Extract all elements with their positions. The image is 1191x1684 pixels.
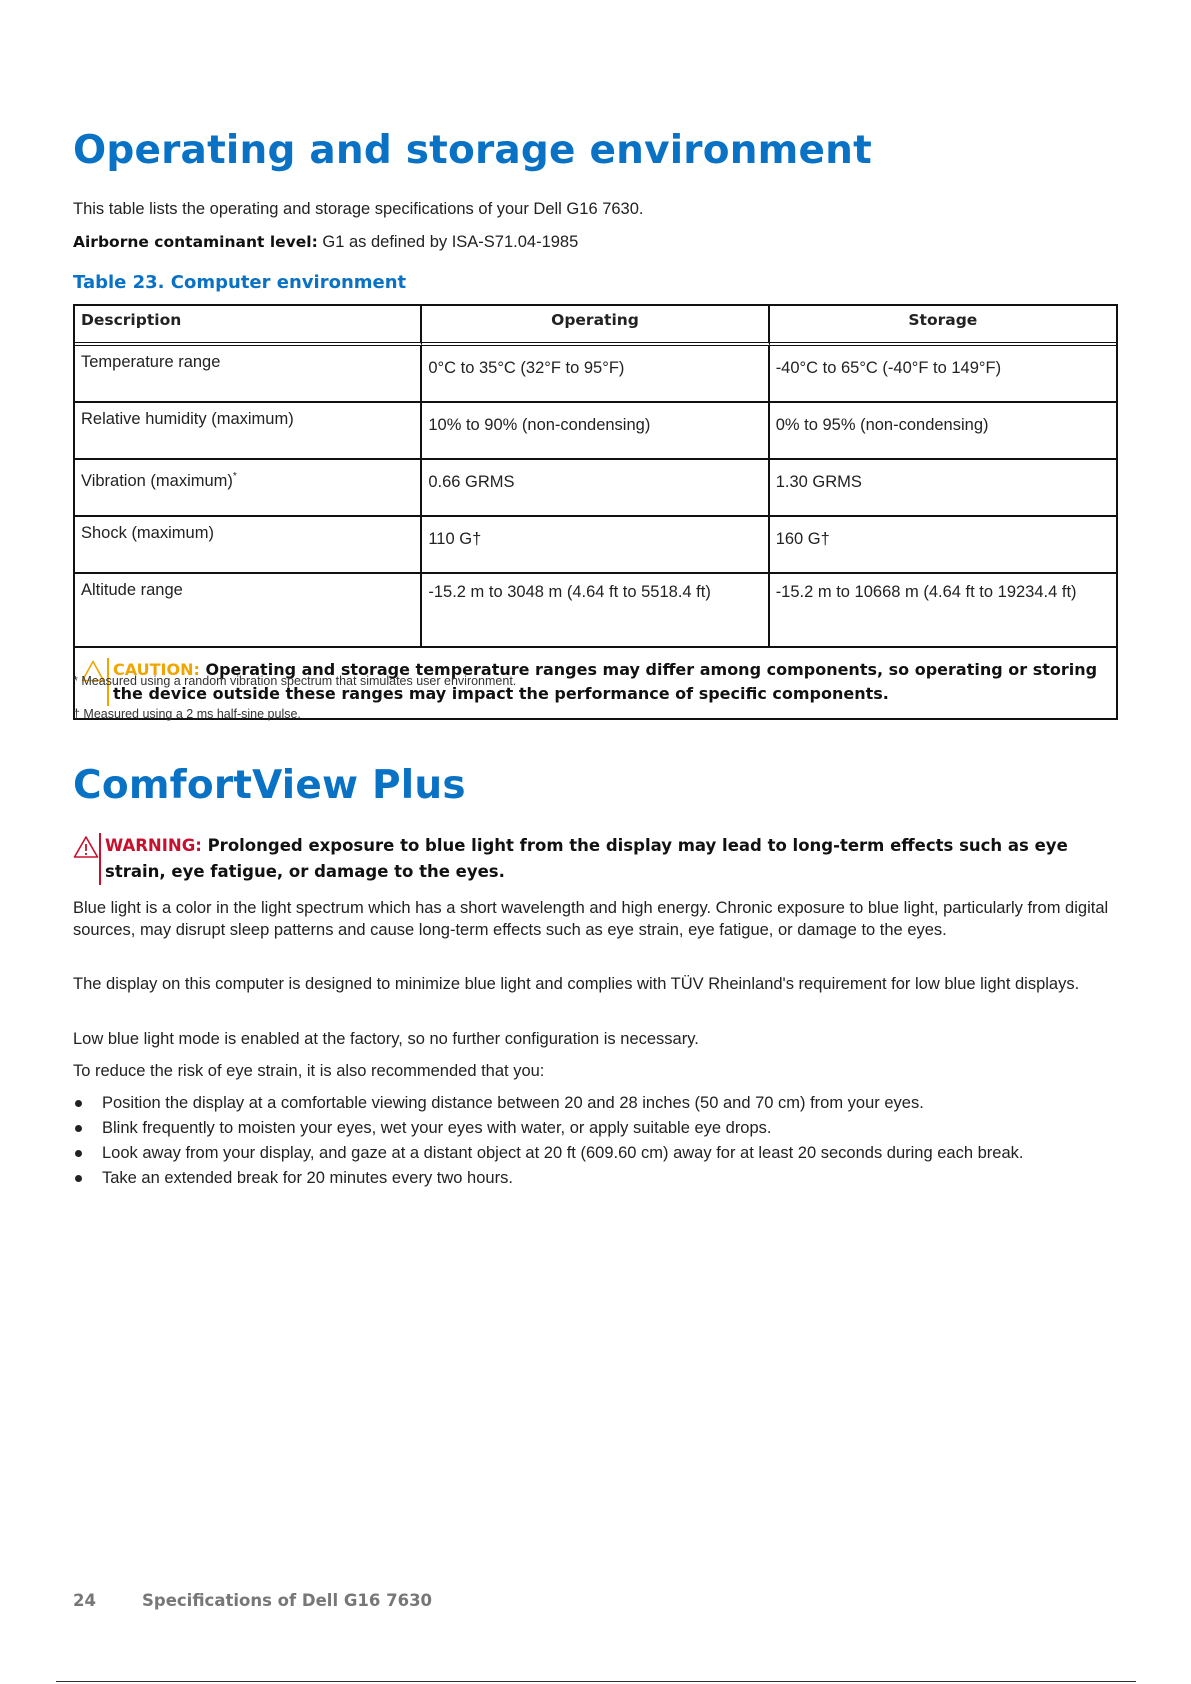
table-row — [75, 517, 1116, 574]
footnote-vibration: * Measured using a random vibration spectrum that simulates user environment. — [73, 674, 517, 688]
recommendations-intro: To reduce the risk of eye strain, it is also recommended that you: — [73, 1062, 545, 1080]
airborne-label: Airborne contaminant level: — [73, 233, 318, 251]
header-storage: Storage — [770, 306, 1116, 346]
row-storage: 1.30 GRMS — [770, 460, 1116, 517]
row-description-cell — [75, 460, 422, 517]
footnote-mark-asterisk: * — [232, 471, 237, 482]
airborne-contaminant-line — [73, 231, 578, 253]
bullet-icon — [75, 1150, 82, 1157]
airborne-value: G1 as defined by ISA-S71.04-1985 — [317, 233, 579, 251]
table-row — [75, 460, 1116, 517]
section-title-comfortview: ComfortView Plus — [73, 763, 466, 808]
table-row — [75, 403, 1116, 460]
row-storage: 160 G† — [770, 517, 1116, 574]
row-description: Vibration (maximum) — [81, 472, 233, 490]
footnote-shock: † Measured using a 2 ms half-sine pulse. — [73, 707, 301, 721]
intro-paragraph: This table lists the operating and storage specifications of your Dell G16 7630. — [73, 200, 644, 218]
list-item — [73, 1117, 1118, 1139]
list-item-text: Position the display at a comfortable viewing distance between 20 and 28 inches (50 and 70 cm) from your eyes. — [102, 1094, 924, 1112]
warning-triangle-icon — [73, 833, 99, 885]
row-storage: -15.2 m to 10668 m (4.64 ft to 19234.4 ft) — [770, 574, 1116, 648]
row-operating: -15.2 m to 3048 m (4.64 ft to 5518.4 ft) — [422, 574, 769, 648]
section-title-environment: Operating and storage environment — [73, 128, 872, 173]
recommendation-list — [73, 1092, 1118, 1192]
row-operating: 0°C to 35°C (32°F to 95°F) — [422, 346, 769, 403]
list-item — [73, 1167, 1118, 1189]
header-description: Description — [75, 306, 422, 346]
list-item-text: Look away from your display, and gaze at a distant object at 20 ft (609.60 cm) away for at least 20 seconds during each break. — [102, 1144, 1024, 1162]
warning-label: WARNING: — [105, 836, 202, 855]
display-compliance-paragraph: The display on this computer is designed to minimize blue light and complies with TÜV Rheinland's requirement for low blue light displays. — [73, 975, 1080, 993]
warning-text-block — [105, 833, 1118, 885]
row-description: Relative humidity (maximum) — [75, 403, 422, 460]
row-operating: 110 G† — [422, 517, 769, 574]
list-item-text: Take an extended break for 20 minutes every two hours. — [102, 1169, 513, 1187]
table-header-row — [75, 306, 1116, 346]
warning-notice — [73, 833, 1118, 885]
blue-light-paragraph: Blue light is a color in the light spectrum which has a short wavelength and high energy. Chronic exposure to blue light, particularly from digital sources, may disrupt sleep patterns and cause long-term effects such as eye strain, eye fatigue, or damage to the eyes. — [73, 899, 1109, 939]
table-caption: Table 23. Computer environment — [73, 272, 407, 293]
list-item — [73, 1142, 1118, 1164]
row-storage: 0% to 95% (non-condensing) — [770, 403, 1116, 460]
caution-text: Operating and storage temperature ranges may differ among components, so operating or storing the device outside these ranges may impact the performance of specific components. — [113, 660, 1098, 703]
warning-text: Prolonged exposure to blue light from the display may lead to long-term effects such as eye strain, eye fatigue, or damage to the eyes. — [105, 836, 1068, 881]
bullet-icon — [75, 1175, 82, 1182]
row-storage: -40°C to 65°C (-40°F to 149°F) — [770, 346, 1116, 403]
low-blue-light-paragraph: Low blue light mode is enabled at the factory, so no further configuration is necessary. — [73, 1030, 699, 1048]
footer-divider — [56, 1681, 1136, 1682]
bullet-icon — [75, 1100, 82, 1107]
table-row — [75, 346, 1116, 403]
list-item — [73, 1092, 1118, 1114]
warning-bar — [99, 833, 101, 885]
row-operating: 0.66 GRMS — [422, 460, 769, 517]
list-item-text: Blink frequently to moisten your eyes, wet your eyes with water, or apply suitable eye drops. — [102, 1119, 772, 1137]
table-row — [75, 574, 1116, 648]
footer-page-number: 24 — [73, 1591, 96, 1610]
header-operating: Operating — [422, 306, 769, 346]
row-description: Altitude range — [75, 574, 422, 648]
computer-environment-table — [73, 304, 1118, 720]
caution-label: CAUTION: — [113, 660, 200, 679]
row-description: Shock (maximum) — [75, 517, 422, 574]
footer-title: Specifications of Dell G16 7630 — [142, 1591, 433, 1610]
row-description: Temperature range — [75, 346, 422, 403]
row-operating: 10% to 90% (non-condensing) — [422, 403, 769, 460]
bullet-icon — [75, 1125, 82, 1132]
